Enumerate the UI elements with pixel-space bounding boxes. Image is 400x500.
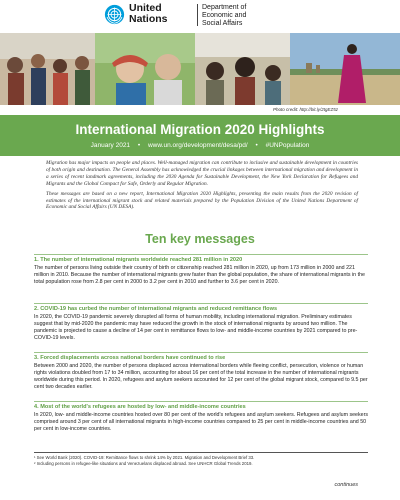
key-message-title: 1. The number of international migrants worldwide reached 281 million in 2020 [34,257,243,263]
publication-date: January 2021 [90,142,131,149]
intro-paragraph-2: These messages are based on a new report, International Migration 2020 Highlights, presenting the main results from the 2020 revision of estimates of the international migrant stock and related materials prepared by the Population Division of the United Nations Department of Economic and Social Affairs (UN DESA). [46,190,358,211]
photo-collage [0,33,400,105]
divider [34,401,368,402]
org-name-line2: Nations [129,13,168,25]
key-message-title: 2. COVID-19 has curbed the number of international migrants and reduced remittance flows [34,306,278,312]
key-message-title: 3. Forced displacements across national borders have continued to rise [34,355,226,361]
website-link[interactable]: www.un.org/development/desa/pd/ [147,142,248,149]
footnote-1[interactable]: ¹ See World Bank (2020). COVID-19: Remittance flows to shrink 14% by 2021. Migration and Development Brief 33. [34,455,255,460]
key-message-body: In 2020, the COVID-19 pandemic severely disrupted all forms of human mobility, including international migration. Preliminary estimates suggest that by mid-2020 the pandemic may have reduced the growth in the stock of international migrants by around two million. The pandemic is projected to cause a decline of 14 per cent in remittance flows to low- and middle-income countries by 2021 compared to pre-COVID-19 levels. [34,314,358,341]
key-message-body: In 2020, low- and middle-income countries hosted over 80 per cent of the world's refugees and asylum seekers. Refugees and asylum seekers comprised around 3 per cent of all international migrants in high-income countries compared to 25 per cent in middle-income countries and 50 per cent in low-income countries. [34,412,369,432]
dept-line3: Social Affairs [202,20,243,27]
dept-line2: Economic and [202,12,247,19]
hashtag: #UNPopulation [265,142,310,149]
key-message-body: The number of persons living outside their country of birth or citizenship reached 281 million in 2020, up from 173 million in 2000 and 221 million in 2010. Because the number of international migrants grew faster than the global population, the share of international migrants in the total population rose from 2.8 per cent in 2000 to 3.2 per cent in 2010 and further to 3.6 per cent in 2020. [34,265,365,285]
bullet-separator: • [255,142,258,149]
bullet-separator: • [137,142,141,149]
un-emblem-icon [104,4,125,25]
header [0,0,400,30]
banner-subtitle [0,142,400,149]
page-title: International Migration 2020 Highlights [75,122,325,137]
department-name [202,4,246,28]
intro-paragraph-1: Migration has major impacts on people and places. Well-managed migration can contribute to inclusive and sustainable development in countries of both origin and destination. The General Assembly has acknowledged the crucial linkages between international migration and development in a series of recent landmark agreements, including the 2030 Agenda for Sustainable Development, the New York Declaration for Refugees and Migrants and the Global Compact for Safe, Orderly and Regular Migration. [46,160,358,187]
divider [34,352,368,353]
org-name-line1: United [129,2,162,14]
header-divider [197,4,198,26]
divider [34,254,368,255]
key-messages-heading: Ten key messages [145,232,255,246]
key-message-1 [34,257,368,286]
org-name [129,3,168,25]
divider [34,303,368,304]
photo-credit[interactable]: Photo credit: http://bit.ly/2tgEZ5z [272,107,338,112]
key-message-3 [34,355,368,391]
key-message-4 [34,404,368,433]
key-message-2 [34,306,368,342]
footnote-2[interactable]: ² Including persons in refugee-like situations and Venezuelans displaced abroad. See UNHCR Global Trends 2019. [34,460,253,466]
key-message-body: Between 2000 and 2020, the number of persons displaced across international borders while fleeing conflict, persecution, violence or human rights violations doubled from 17 to 34 million, accounting for about 16 per cent of the total increase in the number of international migrants worldwide during this period. In 2020, refugees and asylum seekers accounted for 12 per cent of the global migrant stock, compared to 9.5 per cent two decades earlier. [34,363,368,390]
key-message-title: 4. Most of the world's refugees are hosted by low- and middle-income countries [34,404,246,410]
footnotes [34,452,368,466]
title-banner [0,115,400,156]
dept-line1: Department of [202,4,247,11]
continues-label: continues [334,482,358,488]
introduction [46,160,358,214]
